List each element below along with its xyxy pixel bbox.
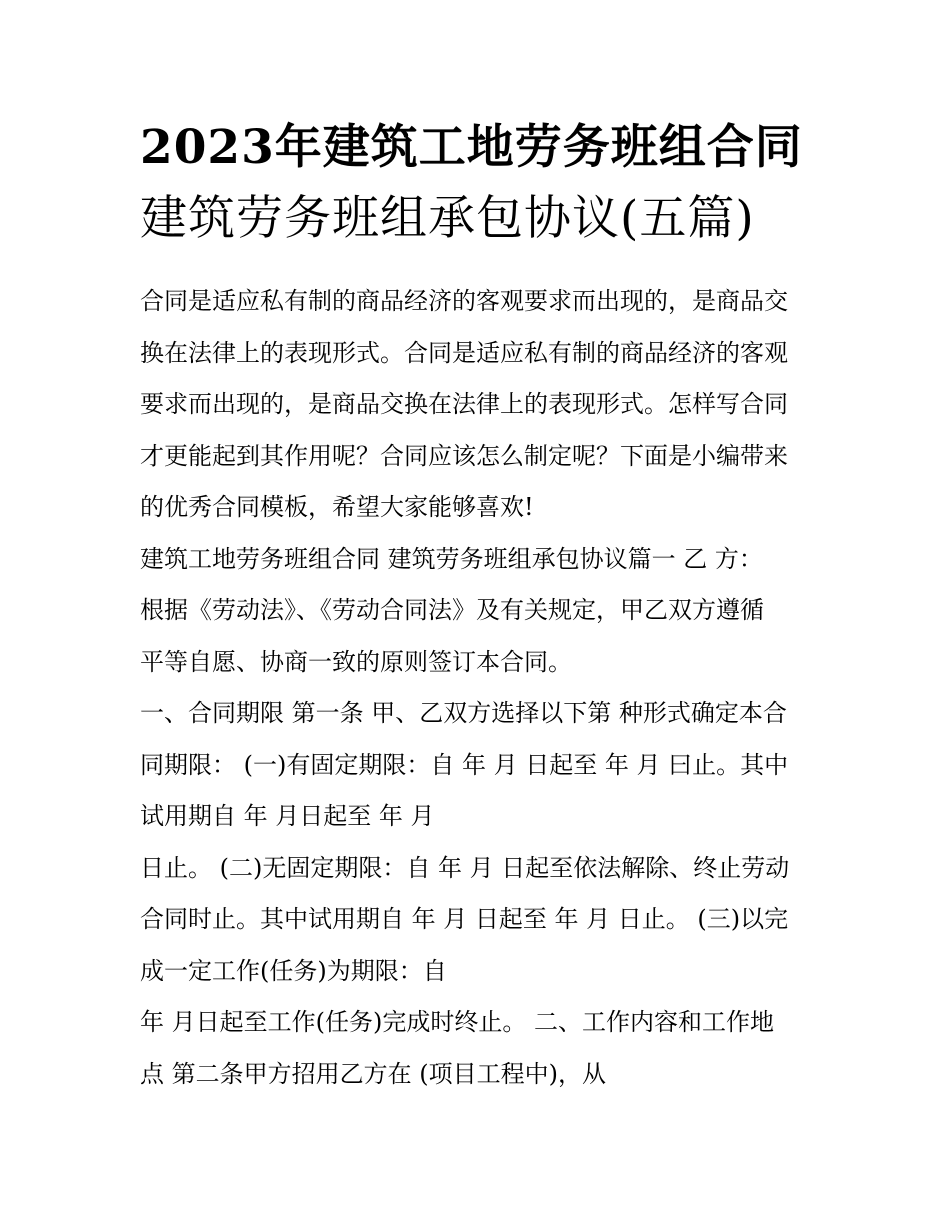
body-line: 根据《劳动法》、《劳动合同法》及有关规定，甲乙双方遵循 <box>140 596 764 624</box>
body-line: 平等自愿、协商一致的原则签订本合同。 <box>140 647 572 676</box>
title-line-2: 建筑劳务班组承包协议(五篇) <box>140 191 755 246</box>
document-body <box>140 276 820 1100</box>
body-line: 年 月日起至工作(任务)完成时终止。 二、工作内容和工作地 <box>140 1008 774 1036</box>
body-line: 日止。 (二)无固定期限：自 年 月 日起至依法解除、终止劳动 <box>140 853 790 882</box>
body-line: 成一定工作(任务)为期限：自 <box>140 956 447 985</box>
body-line: 同期限： (一)有固定期限：自 年 月 日起至 年 月 曰止。其中 <box>140 750 789 779</box>
body-line: 一、合同期限 第一条 甲、乙双方选择以下第 种形式确定本合 <box>140 699 787 727</box>
body-line: 才更能起到其作用呢？合同应该怎么制定呢？下面是小编带来 <box>140 441 788 470</box>
body-line: 点 第二条甲方招用乙方在 (项目工程中)，从 <box>140 1059 606 1088</box>
body-line: 要求而出现的，是商品交换在法律上的表现形式。怎样写合同 <box>140 390 788 418</box>
body-line: 换在法律上的表现形式。合同是适应私有制的商品经济的客观 <box>140 338 788 367</box>
body-line: 合同是适应私有制的商品经济的客观要求而出现的，是商品交 <box>140 287 788 315</box>
body-line: 试用期自 年 月日起至 年 月 <box>140 802 435 830</box>
body-line: 建筑工地劳务班组合同 建筑劳务班组承包协议篇一 乙 方： <box>140 544 763 573</box>
body-line: 合同时止。其中试用期自 年 月 日起至 年 月 日止。 (三)以完 <box>140 905 789 933</box>
body-line: 的优秀合同模板，希望大家能够喜欢! <box>140 493 534 521</box>
title-line-1: 2023年建筑工地劳务班组合同 <box>140 120 803 175</box>
document-title <box>140 112 830 254</box>
